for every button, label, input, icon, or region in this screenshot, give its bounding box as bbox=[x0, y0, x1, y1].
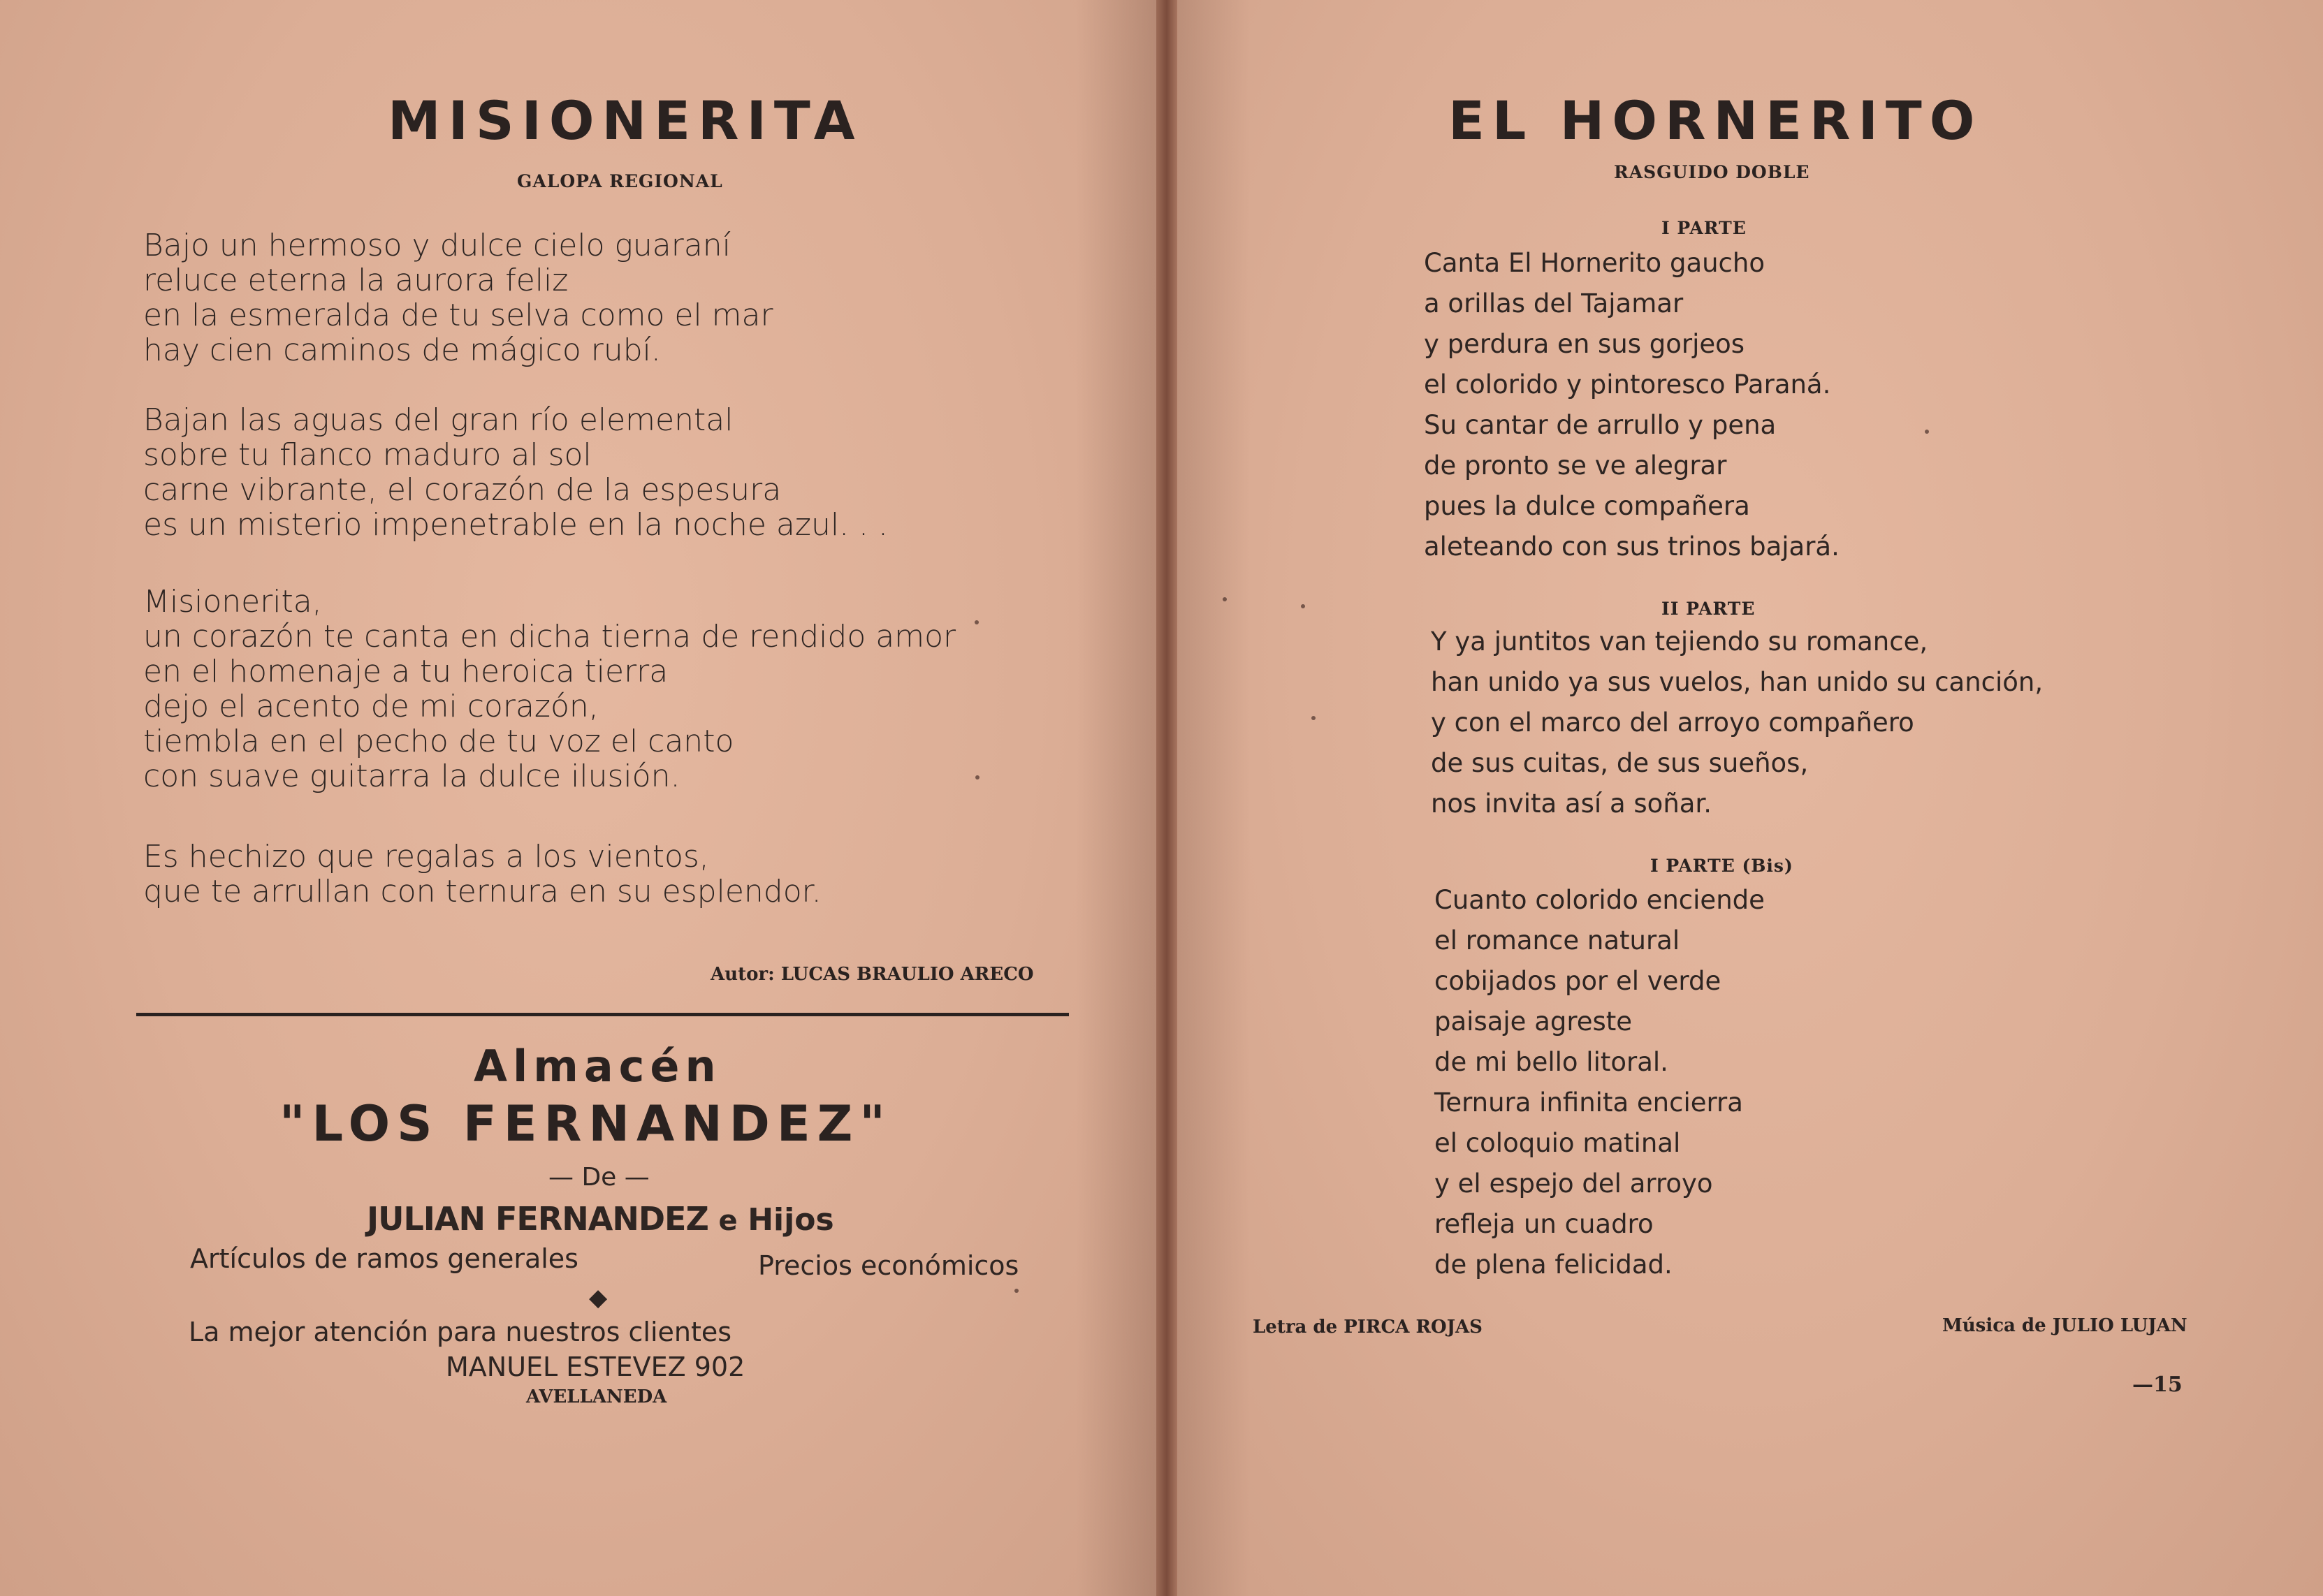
part3-label: I PARTE (Bis) bbox=[1650, 856, 1793, 876]
poem-line-left: Es hechizo que regalas a los vientos, bbox=[143, 839, 709, 874]
poem-line-right: y perdura en sus gorjeos bbox=[1424, 329, 1745, 359]
poem-line-left: un corazón te canta en dicha tierna de rendido amor bbox=[143, 619, 956, 654]
ad-de-label: — De — bbox=[548, 1163, 650, 1192]
poem-line-right: y con el marco del arroyo compañero bbox=[1431, 708, 1914, 738]
ad-diamond-ornament: ◆ bbox=[589, 1284, 608, 1312]
poem-line-left: en la esmeralda de tu selva como el mar bbox=[143, 298, 773, 333]
poem-line-left: reluce eterna la aurora feliz bbox=[143, 263, 569, 298]
paper-speck bbox=[1223, 597, 1227, 601]
poem-line-right: de plena felicidad. bbox=[1434, 1250, 1673, 1280]
paper-speck bbox=[975, 775, 980, 779]
poem-line-right: el coloquio matinal bbox=[1434, 1128, 1681, 1158]
part2-label: II PARTE bbox=[1661, 599, 1756, 619]
poem-line-right: nos invita así a soñar. bbox=[1431, 789, 1712, 819]
poem-line-left: es un misterio impenetrable en la noche azul. . . bbox=[143, 507, 889, 543]
song-title-right: EL HORNERITO bbox=[1448, 89, 1983, 152]
poem-line-right: pues la dulce compañera bbox=[1424, 491, 1750, 521]
author-label: Autor: bbox=[711, 964, 775, 985]
poem-line-right: el colorido y pintoresco Paraná. bbox=[1424, 369, 1831, 400]
ad-prices: Precios económicos bbox=[758, 1250, 1019, 1281]
poem-line-left: que te arrullan con ternura en su esplendor. bbox=[143, 874, 822, 909]
poem-line-left: Misionerita, bbox=[143, 584, 322, 620]
page-number: —15 bbox=[2132, 1372, 2183, 1397]
poem-line-right: Cuanto colorido enciende bbox=[1434, 885, 1765, 915]
section-divider bbox=[136, 1013, 1069, 1016]
ad-store-type: Almacén bbox=[474, 1041, 722, 1092]
paper-speck bbox=[1014, 1289, 1019, 1293]
author-name: LUCAS BRAULIO ARECO bbox=[780, 964, 1034, 985]
ad-store-name: "LOS FERNANDEZ" bbox=[279, 1095, 892, 1152]
ad-owner-e: e bbox=[718, 1205, 738, 1237]
music-credit: Música de JULIO LUJAN bbox=[1942, 1315, 2187, 1336]
poem-line-left: hay cien caminos de mágico rubí. bbox=[143, 332, 661, 368]
poem-line-right: refleja un cuadro bbox=[1434, 1209, 1654, 1239]
poem-line-left: sobre tu flanco maduro al sol bbox=[143, 437, 592, 473]
poem-line-right: Su cantar de arrullo y pena bbox=[1424, 410, 1777, 440]
poem-line-right: de sus cuitas, de sus sueños, bbox=[1431, 748, 1809, 778]
poem-line-right: el romance natural bbox=[1434, 925, 1680, 956]
poem-line-left: Bajo un hermoso y dulce cielo guaraní bbox=[143, 228, 731, 263]
author-credit bbox=[711, 964, 1034, 985]
poem-line-right: a orillas del Tajamar bbox=[1424, 288, 1684, 319]
poem-line-left: en el homenaje a tu heroica tierra bbox=[143, 654, 669, 689]
paper-speck bbox=[1301, 604, 1305, 608]
ad-owner-name: JULIAN FERNANDEZ bbox=[367, 1200, 708, 1238]
poem-line-left: carne vibrante, el corazón de la espesura bbox=[143, 472, 782, 508]
ad-items: Artículos de ramos generales bbox=[190, 1243, 578, 1274]
poem-line-left: tiembla en el pecho de tu voz el canto bbox=[143, 724, 734, 759]
poem-line-right: paisaje agreste bbox=[1434, 1006, 1633, 1037]
paper-speck bbox=[1311, 716, 1316, 720]
poem-line-right: de pronto se ve alegrar bbox=[1424, 451, 1727, 481]
poem-line-right: aleteando con sus trinos bajará. bbox=[1424, 532, 1840, 562]
ad-owner bbox=[367, 1200, 834, 1238]
paper-speck bbox=[1925, 430, 1929, 434]
right-page bbox=[1174, 0, 2323, 1596]
song-genre-left: GALOPA REGIONAL bbox=[517, 171, 723, 191]
poem-line-right: de mi bello litoral. bbox=[1434, 1047, 1668, 1077]
ad-address: MANUEL ESTEVEZ 902 bbox=[446, 1352, 745, 1382]
ad-owner-hijos: Hijos bbox=[748, 1202, 834, 1238]
poem-line-left: con suave guitarra la dulce ilusión. bbox=[143, 759, 680, 794]
poem-line-right: cobijados por el verde bbox=[1434, 966, 1721, 996]
poem-line-right: Y ya juntitos van tejiendo su romance, bbox=[1431, 627, 1928, 657]
song-genre-right: RASGUIDO DOBLE bbox=[1614, 162, 1810, 182]
poem-line-left: Bajan las aguas del gran río elemental bbox=[143, 402, 734, 438]
poem-line-right: han unido ya sus vuelos, han unido su canción, bbox=[1431, 667, 2044, 697]
poem-line-right: y el espejo del arroyo bbox=[1434, 1169, 1713, 1199]
ad-attention: La mejor atención para nuestros clientes bbox=[189, 1317, 732, 1347]
song-title-left: MISIONERITA bbox=[388, 89, 863, 152]
poem-line-right: Ternura infinita encierra bbox=[1434, 1088, 1743, 1118]
poem-line-left: dejo el acento de mi corazón, bbox=[143, 689, 599, 724]
poem-line-right: Canta El Hornerito gaucho bbox=[1424, 248, 1765, 278]
part1-label: I PARTE bbox=[1661, 218, 1747, 238]
ad-city: AVELLANEDA bbox=[526, 1386, 667, 1407]
paper-speck bbox=[975, 620, 979, 624]
lyrics-credit: Letra de PIRCA ROJAS bbox=[1253, 1317, 1483, 1338]
